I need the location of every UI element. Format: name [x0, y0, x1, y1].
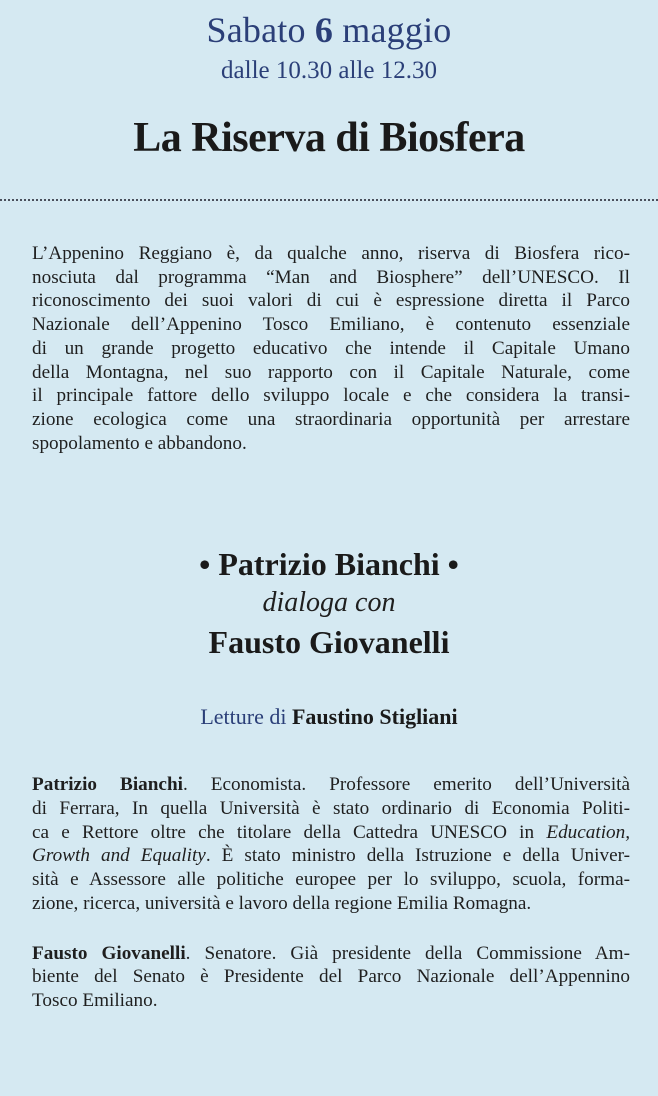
bio-name: Fausto Giovanelli: [32, 942, 186, 964]
intro-line: Nazionale dell’Appenino Tosco Emiliano, è contenuto essenziale: [32, 314, 630, 336]
date-day: 6: [314, 10, 334, 50]
event-time: dalle 10.30 alle 12.30: [221, 57, 437, 84]
event-date: [0, 10, 658, 50]
bio-fausto-giovanelli: [0, 942, 658, 1013]
page-title: La Riserva di Biosfera: [133, 115, 525, 161]
speaker-connector: dialoga con: [262, 587, 396, 619]
date-month: maggio: [342, 10, 452, 50]
readings-prefix: Letture di: [200, 704, 287, 730]
bio-italic-text: Education,: [546, 821, 631, 843]
date-weekday: Sabato: [206, 10, 306, 50]
bio-line: [32, 844, 630, 868]
intro-line: spopolamento e abbandono.: [32, 432, 247, 454]
intro-line: L’Appenino Reggiano è, da qualche anno, riserva di Biosfera rico-: [32, 243, 630, 264]
bio-text: . È stato ministro della Istruzione e della Univer-: [205, 845, 630, 867]
bio-line: [32, 942, 630, 966]
bio-patrizio-bianchi: [0, 773, 658, 915]
bio-italic-text: Growth and Equality: [32, 845, 206, 867]
dotted-divider: [0, 199, 658, 201]
intro-line: riconoscimento dei suoi valori di cui è espressione diretta il Parco: [32, 290, 630, 312]
intro-line: il principale fattore dello sviluppo locale e che considera la transi-: [32, 385, 630, 407]
bio-text: . Senatore. Già presidente della Commissione Am-: [185, 942, 630, 964]
bio-line: Tosco Emiliano.: [32, 989, 158, 1011]
bio-line: [32, 773, 630, 797]
bio-line: sità e Assessore alle politiche europee per lo sviluppo, scuola, forma-: [32, 869, 630, 891]
bio-line: biente del Senato è Presidente del Parco Nazionale dell’Appennino: [32, 966, 630, 988]
readings-credit: [0, 703, 658, 731]
reader-name: Faustino Stigliani: [291, 704, 458, 730]
intro-line: zione ecologica come una straordinaria opportunità per arrestare: [32, 408, 630, 430]
bio-line: di Ferrara, In quella Università è stato ordinario di Economia Politi-: [32, 798, 630, 820]
intro-paragraph: [0, 242, 658, 455]
bio-line: [32, 821, 630, 845]
bio-line: zione, ricerca, università e lavoro della regione Emilia Romagna.: [32, 892, 532, 914]
intro-line: di un grande progetto educativo che intende il Capitale Umano: [32, 337, 630, 359]
intro-line: della Montagna, nel suo rapporto con il Capitale Naturale, come: [32, 361, 630, 383]
intro-line: nosciuta dal programma “Man and Biosphere” dell’UNESCO. Il: [32, 266, 630, 288]
bio-name: Patrizio Bianchi: [32, 774, 183, 796]
bio-text: ca e Rettore oltre che titolare della Cattedra UNESCO in: [32, 821, 535, 843]
speaker-primary: • Patrizio Bianchi •: [199, 546, 459, 583]
speaker-secondary: Fausto Giovanelli: [208, 624, 450, 661]
bio-text: . Economista. Professore emerito dell’Università: [182, 774, 630, 796]
